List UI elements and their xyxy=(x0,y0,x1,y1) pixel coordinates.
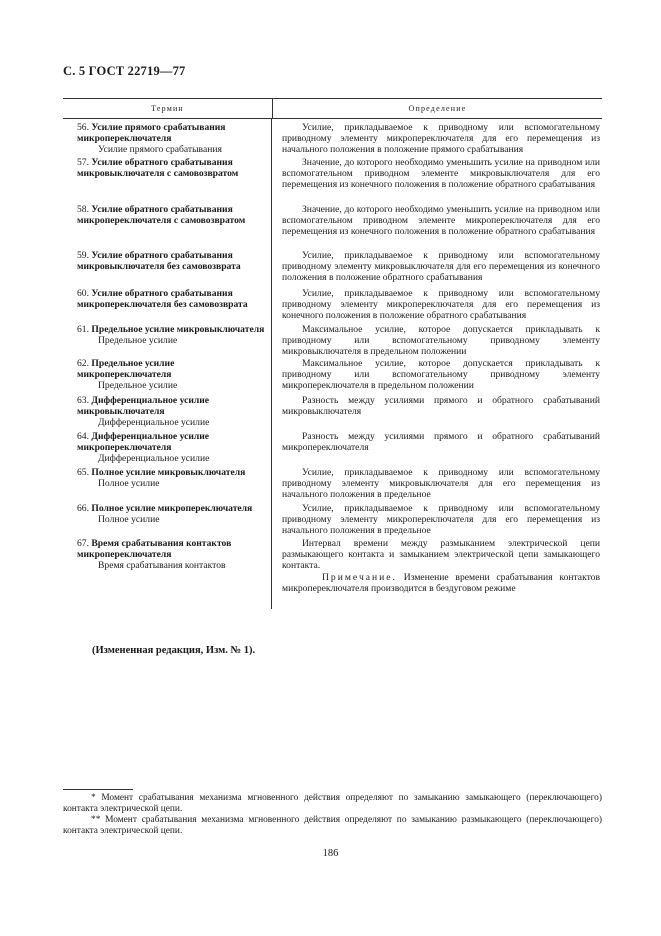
footnotes xyxy=(63,793,602,837)
term-number: 64. xyxy=(77,431,89,442)
term-number: 65. xyxy=(77,467,89,478)
term-name: Время срабатывания контактов микропереключателя xyxy=(77,538,232,560)
definition-row xyxy=(272,504,602,539)
definition-text: Разность между усилиями прямого и обратного срабатываний микропереключателя xyxy=(282,431,600,453)
term-short-form: Время срабатывания контактов xyxy=(98,559,226,571)
term-row xyxy=(63,468,271,504)
term-short-form: Усилие прямого срабатывания xyxy=(98,143,222,155)
terms-table xyxy=(63,98,602,609)
term-number: 60. xyxy=(77,288,89,299)
term-row xyxy=(63,251,271,289)
term-name: Усилие обратного срабатывания микровыключателя без самовозврата xyxy=(77,250,241,272)
term-short-form: Предельное усилие xyxy=(98,379,178,391)
term-row xyxy=(63,432,271,468)
term-name: Полное усилие микровыключателя xyxy=(91,467,246,478)
term-column xyxy=(63,119,272,609)
term-short-form: Предельное усилие xyxy=(98,334,178,346)
note-label: Примечание. xyxy=(322,572,397,583)
definition-row xyxy=(272,251,602,289)
term-short-form: Дифференциальное усилие xyxy=(98,416,210,428)
definition-row xyxy=(272,289,602,325)
footnote-2: ** Момент срабатывания механизма мгновенного действия определяют по замыканию размыкающего (переключающего) контакта электрической цепи. xyxy=(63,815,602,836)
term-name: Усилие прямого срабатывания микропереключателя xyxy=(77,122,226,144)
definition-row xyxy=(272,432,602,468)
definition-text: Усилие, прикладываемое к приводному или вспомогательному приводному элементу микропереключателя для его перемещения из конечного положения в положение обратного срабатывания xyxy=(282,288,600,321)
edition-note: (Измененная редакция, Изм. № 1). xyxy=(92,645,256,656)
term-number: 56. xyxy=(77,122,89,133)
definition-row xyxy=(272,205,602,251)
term-short-form: Дифференциальное усилие xyxy=(98,452,210,464)
term-number: 66. xyxy=(77,503,89,514)
term-row xyxy=(63,123,271,158)
definition-note xyxy=(272,573,602,609)
term-number: 58. xyxy=(77,204,89,215)
definition-text: Усилие, прикладываемое к приводному или вспомогательному приводному элементу микровыключателя для его перемещения из конечного положения в положение обратного срабатывания xyxy=(282,250,600,283)
definition-text: Значение, до которого необходимо уменьшить усилие на приводном или вспомогательном приводном элементе микропереключателя для его перемещения из конечного положения в положение обратного срабатывания xyxy=(282,204,600,237)
definition-row xyxy=(272,359,602,396)
definition-text: Значение, до которого необходимо уменьшить усилие на приводном или вспомогательном приводном элементе микровыключателя для его перемещения из конечного положения в положение обратного срабатывания xyxy=(282,157,600,190)
term-name: Усилие обратного срабатывания микровыключателя с самовозвратом xyxy=(77,157,239,179)
term-name: Предельное усилие микропереключателя xyxy=(77,358,175,380)
term-row xyxy=(63,396,271,432)
term-number: 59. xyxy=(77,250,89,261)
definition-row xyxy=(272,325,602,359)
term-name: Усилие обратного срабатывания микропереключателя без самовозврата xyxy=(77,288,248,310)
term-number: 67. xyxy=(77,538,89,549)
term-row xyxy=(63,158,271,205)
definition-row xyxy=(272,158,602,205)
term-name: Полное усилие микропереключателя xyxy=(91,503,253,514)
definition-row xyxy=(272,539,602,573)
footnote-1: * Момент срабатывания механизма мгновенного действия определяют по замыканию замыкающего (переключающего) контакта электрической цепи. xyxy=(63,793,602,814)
term-spacer xyxy=(63,573,271,609)
definition-text: Интервал времени между размыканием электрической цепи размыкающего контакта и замыканием электрической цепи замыкающего контакта. xyxy=(282,538,600,571)
term-name: Дифференциальное усилие микровыключателя xyxy=(77,395,210,417)
table-body xyxy=(63,119,602,609)
definition-text: Разность между усилиями прямого и обратного срабатываний микровыключателя xyxy=(282,395,600,417)
footnote-rule xyxy=(63,789,133,790)
page-number: 186 xyxy=(322,848,339,859)
definition-text: Максимальное усилие, которое допускается прикладывать к приводному или вспомогательному приводному элементу микропереключателя в предельном положении xyxy=(282,358,600,391)
note-text: Изменение времени срабатывания контактов микропереключателя производится в бездуговом режиме xyxy=(282,572,600,594)
term-number: 61. xyxy=(77,324,89,335)
column-header-definition: Определение xyxy=(408,104,467,113)
term-row xyxy=(63,205,271,251)
definition-text: Максимальное усилие, которое допускается прикладывать к приводному или вспомогательному приводному элементу микровыключателя в предельном положении xyxy=(282,324,600,357)
term-row xyxy=(63,289,271,325)
term-short-form: Полное усилие xyxy=(98,477,160,489)
term-number: 63. xyxy=(77,395,89,406)
term-row xyxy=(63,325,271,359)
term-name: Усилие обратного срабатывания микропереключателя с самовозвратом xyxy=(77,204,246,226)
definition-column xyxy=(272,119,602,609)
term-number: 62. xyxy=(77,358,89,369)
term-number: 57. xyxy=(77,157,89,168)
definition-text: Усилие, прикладываемое к приводному или вспомогательному приводному элементу микропереключателя для его перемещения из начального положения в положение прямого срабатывания xyxy=(282,122,600,155)
term-name: Дифференциальное усилие микропереключателя xyxy=(77,431,210,453)
definition-text: Усилие, прикладываемое к приводному или вспомогательному приводному элементу микропереключателя для его перемещения из начального положения в предельное xyxy=(282,503,600,536)
definition-row xyxy=(272,396,602,432)
table-header xyxy=(63,98,602,119)
page-header: С. 5 ГОСТ 22719—77 xyxy=(63,64,186,78)
column-header-term: Термин xyxy=(63,99,273,118)
definition-text: Усилие, прикладываемое к приводному или вспомогательному приводному элементу микровыключателя для его перемещения из начального положения в предельное xyxy=(282,467,600,500)
definition-row xyxy=(272,468,602,504)
term-row xyxy=(63,504,271,539)
definition-row xyxy=(272,123,602,158)
term-row xyxy=(63,359,271,396)
term-short-form: Полное усилие xyxy=(98,513,160,525)
term-name: Предельное усилие микровыключателя xyxy=(91,324,265,335)
term-row xyxy=(63,539,271,573)
